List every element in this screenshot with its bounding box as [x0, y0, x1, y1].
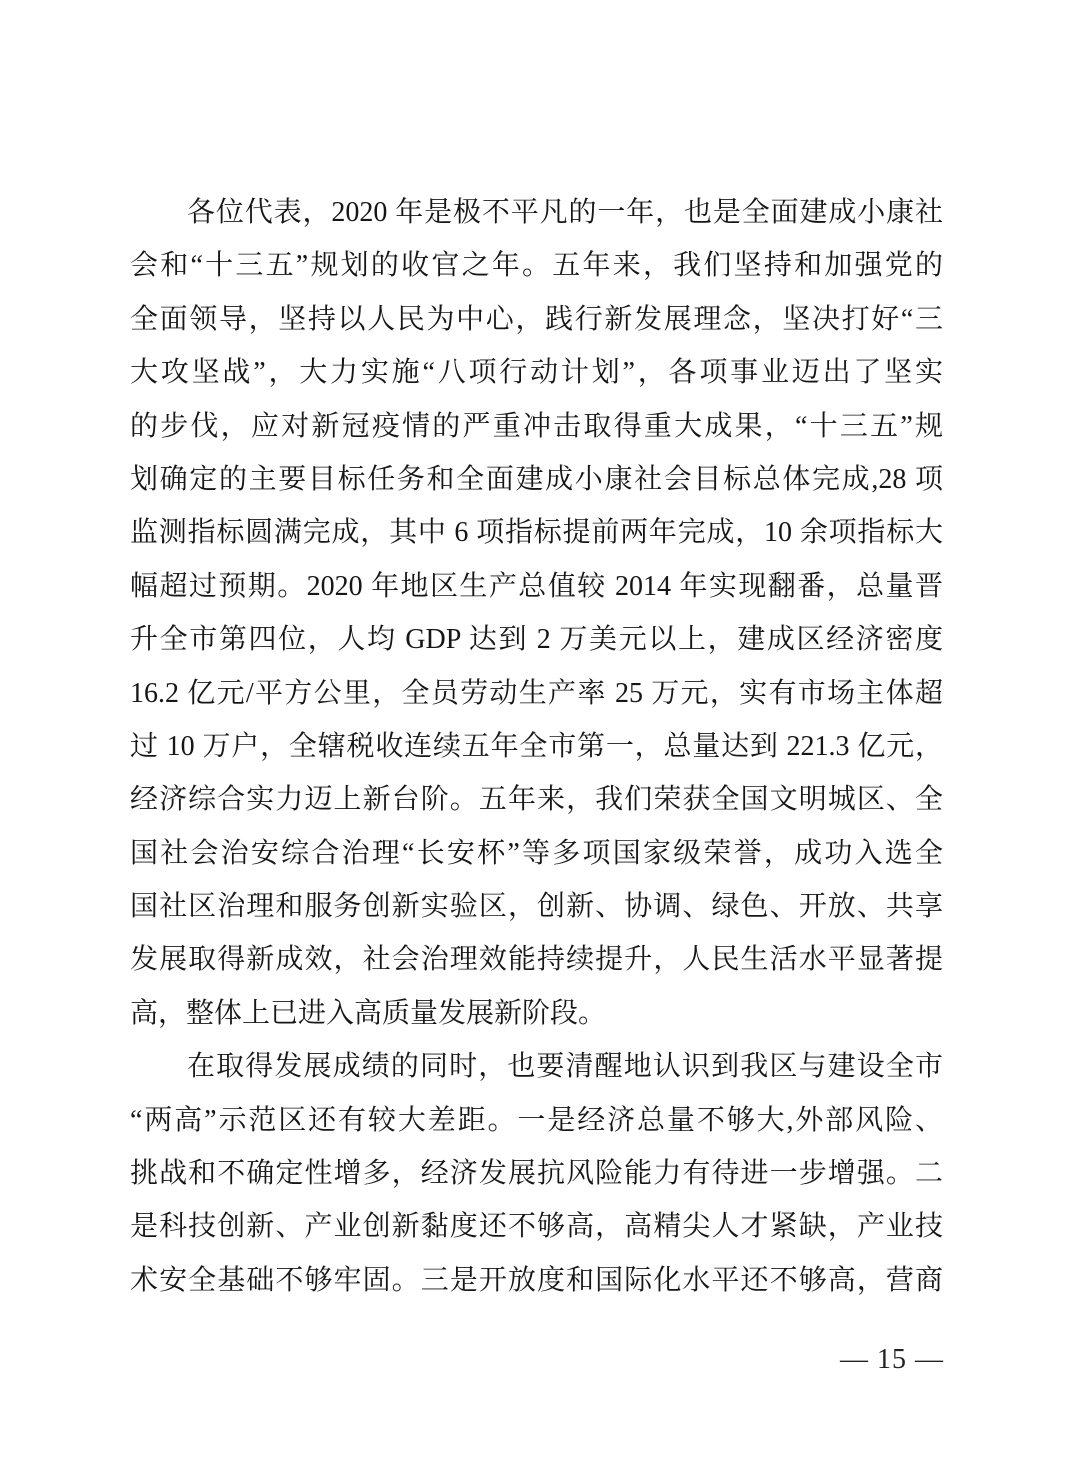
body-line: 经济综合实力迈上新台阶。五年来，我们荣获全国文明城区、全	[130, 784, 943, 816]
report-body	[130, 186, 943, 1307]
body-line: 在取得发展成绩的同时，也要清醒地认识到我区与建设全市	[187, 1051, 943, 1083]
body-line: 国社会治安综合治理“长安杯”等多项国家级荣誉，成功入选全	[130, 837, 943, 869]
body-line: 高，整体上已进入高质量发展新阶段。	[130, 997, 607, 1029]
body-line: 16.2 亿元/平方公里，全员劳动生产率 25 万元，实有市场主体超	[130, 677, 943, 709]
body-line: 划确定的主要目标任务和全面建成小康社会目标总体完成,28 项	[130, 463, 943, 495]
body-line: “两高”示范区还有较大差距。一是经济总量不够大,外部风险、	[130, 1104, 943, 1136]
body-line: 的步伐，应对新冠疫情的严重冲击取得重大成果，“十三五”规	[130, 410, 943, 442]
paragraph-shortcomings	[130, 1040, 943, 1307]
body-line: 大攻坚战”，大力实施“八项行动计划”，各项事业迈出了坚实	[130, 357, 943, 389]
body-line: 幅超过预期。2020 年地区生产总值较 2014 年实现翻番，总量晋	[130, 570, 943, 602]
body-line: 国社区治理和服务创新实验区，创新、协调、绿色、开放、共享	[130, 891, 943, 923]
body-line: 挑战和不确定性增多，经济发展抗风险能力有待进一步增强。二	[130, 1158, 943, 1190]
body-line: 全面领导，坚持以人民为中心，践行新发展理念，坚决打好“三	[130, 303, 943, 335]
body-line: 过 10 万户，全辖税收连续五年全市第一，总量达到 221.3 亿元，	[130, 730, 943, 762]
body-line: 监测指标圆满完成，其中 6 项指标提前两年完成，10 余项指标大	[130, 517, 943, 549]
body-line: 会和“十三五”规划的收官之年。五年来，我们坚持和加强党的	[130, 250, 943, 282]
body-line: 各位代表，2020 年是极不平凡的一年，也是全面建成小康社	[187, 197, 943, 228]
body-line: 升全市第四位，人均 GDP 达到 2 万美元以上，建成区经济密度	[130, 624, 943, 656]
body-line: 发展取得新成效，社会治理效能持续提升，人民生活水平显著提	[130, 944, 943, 976]
paragraph-achievements	[130, 186, 943, 1040]
body-line: 是科技创新、产业创新黏度还不够高，高精尖人才紧缺，产业技	[130, 1211, 943, 1243]
body-line: 术安全基础不够牢固。三是开放度和国际化水平还不够高，营商	[130, 1264, 943, 1296]
page-number: — 15 —	[840, 1344, 944, 1375]
